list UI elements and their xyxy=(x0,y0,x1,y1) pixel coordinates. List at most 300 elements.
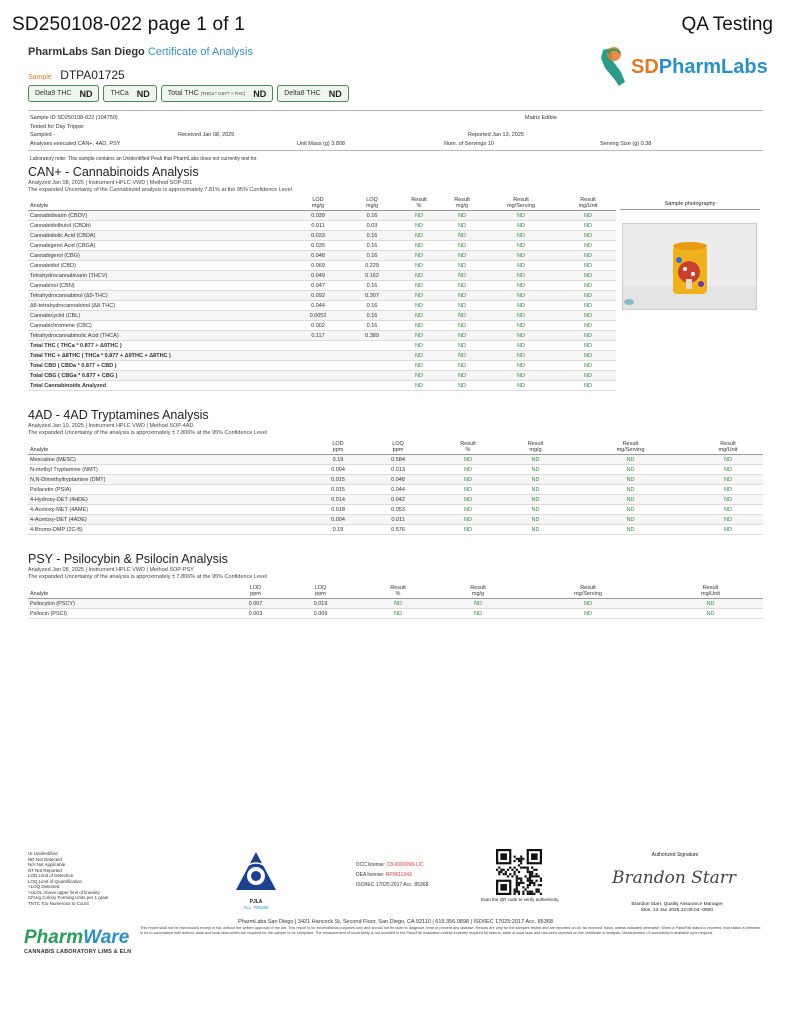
value-cell: ND xyxy=(415,372,423,379)
value-cell: ND xyxy=(517,332,525,339)
value-cell: ND xyxy=(458,342,466,349)
value-cell: ND xyxy=(584,312,592,319)
value-cell: 0.002 xyxy=(311,322,325,329)
value-cell: ND xyxy=(415,382,423,389)
analyte-cell: 4-Hydroxy-DET (4HDE) xyxy=(30,496,88,503)
value-cell: 0.069 xyxy=(311,262,325,269)
dea-license: DEA license: RP0611043 xyxy=(356,872,412,878)
column-header: Result mg/Unit xyxy=(560,197,616,211)
value-cell: 0.229 xyxy=(365,262,379,269)
badge-total-thc xyxy=(161,85,274,102)
meta-tested-for: Tested for Day Tripper xyxy=(30,124,85,130)
table-row xyxy=(28,241,616,251)
value-cell: 0.033 xyxy=(311,232,325,239)
analyte-cell: Cannabinol (CBN) xyxy=(30,282,75,289)
value-cell: ND xyxy=(415,242,423,249)
psilocybin-table xyxy=(28,585,763,619)
analyte-cell: Total CBD ( CBDa * 0.877 + CBD ) xyxy=(30,362,117,369)
value-cell: ND xyxy=(531,476,540,483)
column-header: Result mg/Serving xyxy=(518,585,658,599)
lab-heading xyxy=(28,46,253,58)
value-cell: ND xyxy=(464,476,472,483)
value-cell: ND xyxy=(724,496,732,503)
can-analyzed: Analyzed Jan 08, 2025 | Instrument HPLC-VWD | Method SOP-001 xyxy=(28,180,193,186)
column-header: Result mg/Serving xyxy=(482,197,560,211)
value-cell: 0.003 xyxy=(248,610,263,617)
column-header: Analyte xyxy=(28,585,228,599)
value-cell: ND xyxy=(531,486,540,493)
value-cell: 0.004 xyxy=(331,516,345,523)
disclaimer: This report shall not be reproduced except in full, without the written approval of the lab. This report is for informational purposes only and should not be used to diagnose, treat or prevent any disease. Results are only for the samples tested and are reported on an 'as received' basis, unless indicated otherwise. When a Pass/Fail status is reported, that status is intended to be in accordance with federal, state and local laws which are required for the sample to be compliant. The measurement of uncertainty is not included in the Pass/Fail evaluation unless explicitly required by federal, state or local laws and has been reported on the certificate of analysis. Measurement of uncertainty is available upon request. xyxy=(140,926,761,935)
value-cell xyxy=(288,371,348,381)
column-header: Result % xyxy=(358,585,438,599)
value-cell: 0.019 xyxy=(313,600,328,607)
value-cell: ND xyxy=(458,262,466,269)
column-header: LOD ppm xyxy=(228,585,283,599)
value-cell: 0.0052 xyxy=(309,312,327,319)
value-cell: ND xyxy=(464,516,472,523)
value-cell: 0.047 xyxy=(311,282,325,289)
value-cell: 0.004 xyxy=(331,466,345,473)
value-cell: 0.013 xyxy=(391,466,405,473)
value-cell: ND xyxy=(458,282,466,289)
value-cell: ND xyxy=(517,242,525,249)
table-row xyxy=(28,261,616,271)
verification-qr-code[interactable] xyxy=(496,849,542,895)
column-header: Result mg/Unit xyxy=(693,441,763,455)
value-cell: ND xyxy=(415,232,423,239)
analyte-cell: Cannabidiol (CBD) xyxy=(30,262,76,269)
value-cell: ND xyxy=(517,252,525,259)
divider xyxy=(28,110,763,111)
analyte-cell: Cannabidiolbutol (CBDb) xyxy=(30,222,91,229)
analyte-cell: Total Cannabinoids Analyzed xyxy=(30,382,107,389)
value-cell: 0.03 xyxy=(366,222,378,229)
value-cell: 0.009 xyxy=(313,610,328,617)
table-row xyxy=(28,291,616,301)
value-cell xyxy=(348,351,396,361)
legend-item: >ULOL Above upper limit of linearity xyxy=(28,889,100,895)
value-cell: ND xyxy=(458,372,466,379)
value-cell: ND xyxy=(584,232,592,239)
california-map-icon xyxy=(597,44,631,90)
value-cell: ND xyxy=(724,526,732,533)
analyte-cell: Total THC ( THCa * 0.877 + Δ9THC ) xyxy=(30,342,122,349)
column-header: LOD ppm xyxy=(313,441,363,455)
value-cell: ND xyxy=(415,362,423,369)
badge-thca xyxy=(103,85,156,102)
value-cell: ND xyxy=(517,302,525,309)
value-cell: 0.018 xyxy=(331,506,345,513)
value-cell: ND xyxy=(415,282,423,289)
value-cell: ND xyxy=(394,610,402,617)
value-cell: ND xyxy=(584,352,592,359)
column-header: Result mg/Serving xyxy=(568,441,693,455)
cannabinoids-table xyxy=(28,197,616,391)
value-cell: ND xyxy=(584,372,592,379)
column-header: Result % xyxy=(396,197,442,211)
total-row xyxy=(28,351,616,361)
column-header: Analyte xyxy=(28,441,313,455)
value-cell: ND xyxy=(458,292,466,299)
value-cell: 0.042 xyxy=(391,496,405,503)
total-row xyxy=(28,341,616,351)
analyte-cell: Cannabigerol (CBG) xyxy=(30,252,80,259)
value-cell: 0.039 xyxy=(311,212,325,219)
column-header: Result % xyxy=(433,441,503,455)
legend-item: NT Not Reported xyxy=(28,867,62,873)
value-cell: ND xyxy=(458,252,466,259)
value-cell: ND xyxy=(724,516,732,523)
table-row xyxy=(28,505,763,515)
value-cell xyxy=(288,341,348,351)
analyte-cell: Tetrahydrocannabinol (Δ9-THC) xyxy=(30,292,108,299)
value-cell: ND xyxy=(724,486,732,493)
value-cell: ND xyxy=(517,232,525,239)
value-cell: ND xyxy=(531,506,540,513)
value-cell: ND xyxy=(626,486,635,493)
legend-item: ND Not Detected xyxy=(28,856,63,862)
ad-analyzed: Analyzed Jan 10, 2025 | Instrument HPLC VWD | Method SOP-4AD xyxy=(28,423,194,429)
lab-name: PharmLabs San Diego xyxy=(28,46,145,58)
value-cell: ND xyxy=(458,232,466,239)
value-cell: ND xyxy=(517,212,525,219)
pharmware-tagline: CANNABIS LABORATORY LIMS & ELN xyxy=(24,949,132,955)
value-cell: ND xyxy=(626,506,635,513)
table-row xyxy=(28,495,763,505)
column-header: Analyte xyxy=(28,197,288,211)
table-row xyxy=(28,599,763,609)
legend-item: CFU/g Colony Forming Units per 1 gram xyxy=(28,895,109,900)
value-cell: ND xyxy=(584,262,592,269)
value-cell: ND xyxy=(517,342,525,349)
table-row xyxy=(28,515,763,525)
column-header: Result mg/Unit xyxy=(658,585,763,599)
table-header-row xyxy=(28,585,763,599)
value-cell: 0.389 xyxy=(365,332,379,339)
value-cell xyxy=(348,371,396,381)
value-cell: ND xyxy=(458,272,466,279)
signer-name: Brandon Starr, Quality Assurance Manager xyxy=(631,902,723,907)
legend-item: N/A Not Applicable xyxy=(28,862,66,867)
value-cell: 0.044 xyxy=(391,486,405,493)
value-cell: ND xyxy=(584,342,592,349)
value-cell: ND xyxy=(415,322,423,329)
table-row xyxy=(28,321,616,331)
value-cell: ND xyxy=(517,222,525,229)
value-cell: ND xyxy=(531,526,540,533)
analyte-cell: Cannabidivarin (CBDV) xyxy=(30,212,88,219)
total-row xyxy=(28,371,616,381)
sample-photo xyxy=(622,223,757,310)
value-cell: ND xyxy=(458,382,466,389)
value-cell: ND xyxy=(531,496,540,503)
lab-address: PharmLabs San Diego | 3421 Hancock St, Second Floor, San Diego, CA 92110 | 619.356.0898 | ISO/IEC 17025:2017 Acc. 85368 xyxy=(238,919,553,925)
table-row xyxy=(28,251,616,261)
meta-matrix: Matrix Edible xyxy=(525,115,557,121)
value-cell: 0.015 xyxy=(331,486,345,493)
value-cell: ND xyxy=(584,212,592,219)
analyte-cell: Tetrahydrocannabivarin (THCV) xyxy=(30,272,108,279)
value-cell: ND xyxy=(517,282,525,289)
value-cell: ND xyxy=(458,322,466,329)
value-cell: ND xyxy=(458,362,466,369)
analyte-cell: Cannabigerol Acid (CBGA) xyxy=(30,242,96,249)
value-cell: 0.092 xyxy=(311,292,325,299)
value-cell: ND xyxy=(415,212,423,219)
qa-testing-label: QA Testing xyxy=(681,14,773,35)
value-cell: 0.011 xyxy=(391,516,405,523)
table-row xyxy=(28,465,763,475)
value-cell: ND xyxy=(531,456,540,463)
legend-item: UI Unidentified xyxy=(28,851,58,856)
badge-delta9 xyxy=(28,85,99,102)
analyte-cell: Δ8-tetrahydrocannabinol (Δ8-THC) xyxy=(30,302,115,309)
column-header: Result mg/g xyxy=(438,585,518,599)
badge-label: Delta9 THC xyxy=(35,90,72,97)
dcc-license: DCC license: C8-0000098-LIC xyxy=(356,862,424,868)
analyte-cell: N,N-Dimethyltryptamine (DMT) xyxy=(30,476,106,483)
meta-received: Received Jan 08, 2025 xyxy=(178,132,235,138)
can-uncertainty: The expanded Uncertainty of the Cannabinoid analysis is approximately 7.81% at the 95% Confidence Level xyxy=(28,187,292,193)
value-cell: ND xyxy=(458,332,466,339)
analyte-cell: N-methyl Tryptamine (NMT) xyxy=(30,466,98,473)
value-cell: ND xyxy=(458,312,466,319)
value-cell: ND xyxy=(464,496,472,503)
table-row xyxy=(28,221,616,231)
signer-info xyxy=(612,902,742,914)
total-row xyxy=(28,361,616,371)
badge-label: Total THC (THCa * 0.877 + THC) xyxy=(167,90,246,97)
analyte-cell: Total CBG ( CBGa * 0.877 + CBG ) xyxy=(30,372,118,379)
signature: Brandon Starr xyxy=(612,868,737,888)
analyte-cell: 4-Bromo-DMP (2C-B) xyxy=(30,526,83,533)
value-cell: 0.16 xyxy=(366,312,378,319)
ad-section-title: 4AD - 4AD Tryptamines Analysis xyxy=(28,408,209,422)
value-cell: ND xyxy=(531,516,540,523)
meta-reported: Reported Jan 13, 2025 xyxy=(468,132,524,138)
divider xyxy=(28,150,763,151)
pjla-seal xyxy=(234,850,278,908)
value-cell: 0.014 xyxy=(331,496,345,503)
value-cell: ND xyxy=(626,476,635,483)
analyte-cell: 4-Acetoxy-DET (4ADE) xyxy=(30,516,87,523)
value-cell: 0.16 xyxy=(366,252,378,259)
abbreviation-legend xyxy=(28,851,109,906)
value-cell: 0.048 xyxy=(391,476,405,483)
analyte-cell: Psilocybin (PSCY) xyxy=(30,600,75,607)
value-cell: ND xyxy=(584,332,592,339)
value-cell: ND xyxy=(584,322,592,329)
value-cell: ND xyxy=(458,302,466,309)
value-cell: ND xyxy=(474,600,482,607)
table-header-row xyxy=(28,197,616,211)
column-header: LOD mg/g xyxy=(288,197,348,211)
iso-accreditation: ISO/IEC 17025:2017 Acc. 85368 xyxy=(356,882,429,888)
badge-label: THCa xyxy=(110,90,129,97)
value-cell: ND xyxy=(626,496,635,503)
analyte-cell: Cannabidiolic Acid (CBDA) xyxy=(30,232,96,239)
value-cell: ND xyxy=(584,222,592,229)
value-cell: ND xyxy=(415,302,423,309)
value-cell xyxy=(288,381,348,391)
value-cell xyxy=(348,361,396,371)
value-cell xyxy=(348,381,396,391)
value-cell: ND xyxy=(517,292,525,299)
value-cell: ND xyxy=(415,342,423,349)
value-cell: ND xyxy=(415,262,423,269)
value-cell xyxy=(348,341,396,351)
value-cell: ND xyxy=(517,312,525,319)
logo-wordmark: SDPharmLabs xyxy=(631,56,768,78)
badge-value: ND xyxy=(328,88,342,99)
table-row xyxy=(28,475,763,485)
value-cell: ND xyxy=(724,476,732,483)
value-cell: ND xyxy=(464,466,472,473)
meta-analyses: Analyses executed CAN+, 4AD, PSY xyxy=(30,141,121,147)
pharmware-logo xyxy=(24,927,131,955)
table-row xyxy=(28,281,616,291)
value-cell: ND xyxy=(724,456,732,463)
license-info xyxy=(356,860,428,890)
value-cell: ND xyxy=(584,242,592,249)
column-header: LOQ ppm xyxy=(283,585,358,599)
column-header: LOQ ppm xyxy=(363,441,433,455)
badge-delta8 xyxy=(277,85,348,102)
value-cell xyxy=(288,361,348,371)
value-cell: ND xyxy=(626,516,635,523)
analyte-cell: Psilocin (PSCI) xyxy=(30,610,67,617)
meta-unit-mass: Unit Mass (g) 3.808 xyxy=(297,141,345,147)
table-row xyxy=(28,455,763,465)
signature-header: Authorized Signature xyxy=(651,852,699,858)
analyte-cell: Total THC + Δ8THC ( THCa * 0.877 + Δ9THC + Δ8THC ) xyxy=(30,352,171,359)
sample-jar-image xyxy=(623,224,757,310)
value-cell: ND xyxy=(584,382,592,389)
analyte-cell: Tetrahydrocannabinolic Acid (THCA) xyxy=(30,332,119,339)
value-cell: 0.19 xyxy=(332,526,344,533)
value-cell: ND xyxy=(531,466,540,473)
value-cell: ND xyxy=(415,312,423,319)
signed-at: Mon, 13 Jan 2025 12:06:04 -0800 xyxy=(640,908,713,913)
value-cell: 0.048 xyxy=(311,252,325,259)
value-cell: ND xyxy=(517,362,525,369)
value-cell: ND xyxy=(584,362,592,369)
value-cell: ND xyxy=(626,456,635,463)
sample-photo-header: Sample photography xyxy=(620,201,760,210)
value-cell: 0.584 xyxy=(391,456,405,463)
meta-sampled: Sampled - xyxy=(30,132,56,138)
value-cell: 0.16 xyxy=(366,232,378,239)
value-cell: ND xyxy=(626,466,635,473)
value-cell: ND xyxy=(517,352,525,359)
value-cell: ND xyxy=(517,272,525,279)
value-cell: ND xyxy=(584,282,592,289)
meta-servings: Num. of Servings 10 xyxy=(444,141,494,147)
lab-note: Laboratory note: This sample contains an Unidentified Peak that PharmLabs does not currently test for. xyxy=(30,156,258,162)
value-cell: ND xyxy=(517,382,525,389)
value-cell: ND xyxy=(584,272,592,279)
pjla-logo-icon xyxy=(234,850,278,896)
legend-item: <LOQ Detected xyxy=(28,884,60,889)
value-cell: 0.162 xyxy=(365,272,379,279)
value-cell: ND xyxy=(458,242,466,249)
column-header: Result mg/g xyxy=(503,441,568,455)
value-cell: ND xyxy=(706,600,715,607)
analyte-cell: Cannabicyclol (CBL) xyxy=(30,312,81,319)
value-cell: ND xyxy=(474,610,482,617)
value-cell: 0.049 xyxy=(311,272,325,279)
table-row xyxy=(28,231,616,241)
value-cell: ND xyxy=(415,292,423,299)
value-cell: ND xyxy=(517,262,525,269)
analyte-cell: 4-Acetoxy-MET (4AME) xyxy=(30,506,88,513)
value-cell: 0.16 xyxy=(366,302,378,309)
value-cell: ND xyxy=(464,506,472,513)
value-cell: ND xyxy=(584,610,592,617)
badge-label: Delta8 THC xyxy=(284,90,321,97)
value-cell: 0.015 xyxy=(331,476,345,483)
psy-uncertainty: The expanded Uncertainty of the analysis is approximately ± 7.806% at the 95% Confidence Level xyxy=(28,574,268,580)
value-cell: 0.16 xyxy=(366,282,378,289)
value-cell: ND xyxy=(464,526,472,533)
value-cell: 0.117 xyxy=(311,332,325,339)
psy-section-title: PSY - Psilocybin & Psilocin Analysis xyxy=(28,552,228,566)
value-cell xyxy=(288,351,348,361)
value-cell: ND xyxy=(517,372,525,379)
sample-label: Sample xyxy=(28,74,52,81)
summary-badges xyxy=(28,85,349,102)
legend-item: TNTC Too Numerous to Count xyxy=(28,900,89,906)
value-cell: ND xyxy=(517,322,525,329)
badge-value: ND xyxy=(136,88,150,99)
pjla-accreditation: Acc. #95368 xyxy=(243,905,269,910)
sample-line xyxy=(28,66,125,84)
badge-value: ND xyxy=(253,88,267,99)
value-cell: ND xyxy=(415,252,423,259)
value-cell: ND xyxy=(415,222,423,229)
value-cell: ND xyxy=(584,252,592,259)
document-id: SD250108-022 page 1 of 1 xyxy=(12,14,245,35)
value-cell: ND xyxy=(724,466,732,473)
badge-value: ND xyxy=(79,88,93,99)
value-cell: ND xyxy=(464,456,472,463)
value-cell: 0.011 xyxy=(311,222,325,229)
value-cell: ND xyxy=(458,222,466,229)
value-cell: 0.19 xyxy=(332,456,344,463)
value-cell: ND xyxy=(458,212,466,219)
value-cell: ND xyxy=(458,352,466,359)
sample-id: DTPA01725 xyxy=(60,68,125,82)
table-row xyxy=(28,271,616,281)
pjla-text: PJLA xyxy=(249,899,263,905)
table-header-row xyxy=(28,441,763,455)
value-cell: ND xyxy=(394,600,402,607)
total-row xyxy=(28,381,616,391)
value-cell: 0.007 xyxy=(248,600,263,607)
value-cell: ND xyxy=(415,272,423,279)
legend-item: LOQ Limit of Quantification xyxy=(28,878,83,884)
legend-item: LOD Limit of Detection xyxy=(28,873,74,878)
psy-analyzed: Analyzed Jan 08, 2025 | Instrument HPLC VWD | Method SOP-PSY xyxy=(28,567,194,573)
qr-caption: Scan the QR code to verify authenticity. xyxy=(480,897,560,902)
ad-uncertainty: The expanded Uncertainty of the analysis is approximately ± 7.806% at the 95% Confidence Level xyxy=(28,430,268,436)
table-row xyxy=(28,301,616,311)
value-cell: ND xyxy=(584,600,592,607)
value-cell: ND xyxy=(584,292,592,299)
meta-serving-size: Serving Size (g) 0.38 xyxy=(600,141,652,147)
analyte-cell: Mescaline (MESC) xyxy=(30,456,76,463)
